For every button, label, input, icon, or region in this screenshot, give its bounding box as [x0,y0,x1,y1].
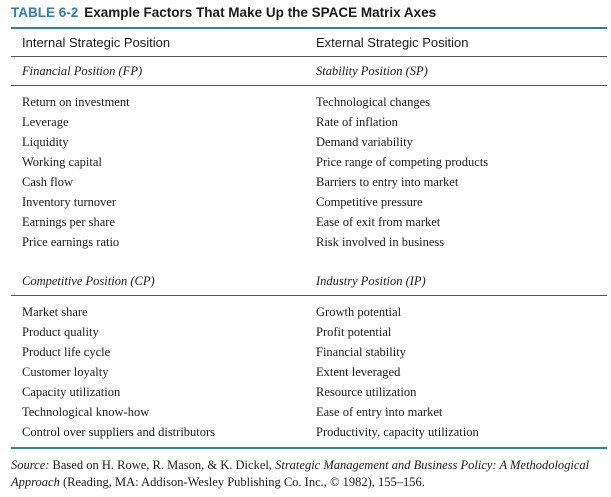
list-item: Productivity, capacity utilization [316,425,479,439]
list-item: Technological changes [316,95,431,109]
list-fp [22,92,130,252]
top-rule [11,27,607,29]
list-item: Ease of exit from market [316,215,441,229]
section-heading-ip: Industry Position (IP) [316,274,426,288]
list-item: Profit potential [316,325,392,339]
list-item: Return on investment [22,95,130,109]
list-item: Capacity utilization [22,385,121,399]
list-item: Risk involved in business [316,235,445,249]
list-item: Financial stability [316,345,406,359]
list-item: Ease of entry into market [316,405,443,419]
list-item: Inventory turnover [22,195,117,209]
source-note [11,457,607,491]
section-heading-cp: Competitive Position (CP) [22,274,155,288]
section-rule-2 [11,295,607,296]
list-item: Earnings per share [22,215,116,229]
section-heading-sp: Stability Position (SP) [316,64,428,78]
list-item: Liquidity [22,135,69,149]
list-item: Working capital [22,155,102,169]
column-header-external: External Strategic Position [316,35,469,50]
source-label: Source: [11,458,50,472]
list-item: Product life cycle [22,345,111,359]
list-item: Price range of competing products [316,155,489,169]
bottom-rule [11,447,607,449]
list-item: Market share [22,305,88,319]
column-header-internal: Internal Strategic Position [22,35,171,50]
list-item: Product quality [22,325,99,339]
list-item: Customer loyalty [22,365,109,379]
section-heading-fp: Financial Position (FP) [22,64,143,78]
source-book-title: Strategic Management and Business Policy: A Methodological Approach [11,458,590,489]
list-sp [316,92,488,252]
source-text-1: Based on H. Rowe, R. Mason, & K. Dickel, [49,458,276,472]
list-item: Resource utilization [316,385,417,399]
section-rule-1 [11,85,607,86]
list-item: Rate of inflation [316,115,398,129]
list-item: Control over suppliers and distributors [22,425,216,439]
list-item: Growth potential [316,305,402,319]
list-cp [22,302,215,442]
list-item: Competitive pressure [316,195,423,209]
table-title [11,5,436,20]
list-item: Extent leveraged [316,365,401,379]
table-number: TABLE 6-2 [11,5,79,20]
table-caption: Example Factors That Make Up the SPACE Matrix Axes [84,5,437,20]
header-rule [11,56,607,57]
list-item: Price earnings ratio [22,235,120,249]
source-text-2: (Reading, MA: Addison-Wesley Publishing Co. Inc., © 1982), 155–156. [59,475,425,489]
list-item: Barriers to entry into market [316,175,459,189]
list-ip [316,302,479,442]
list-item: Leverage [22,115,69,129]
list-item: Technological know-how [22,405,150,419]
list-item: Cash flow [22,175,74,189]
list-item: Demand variability [316,135,413,149]
